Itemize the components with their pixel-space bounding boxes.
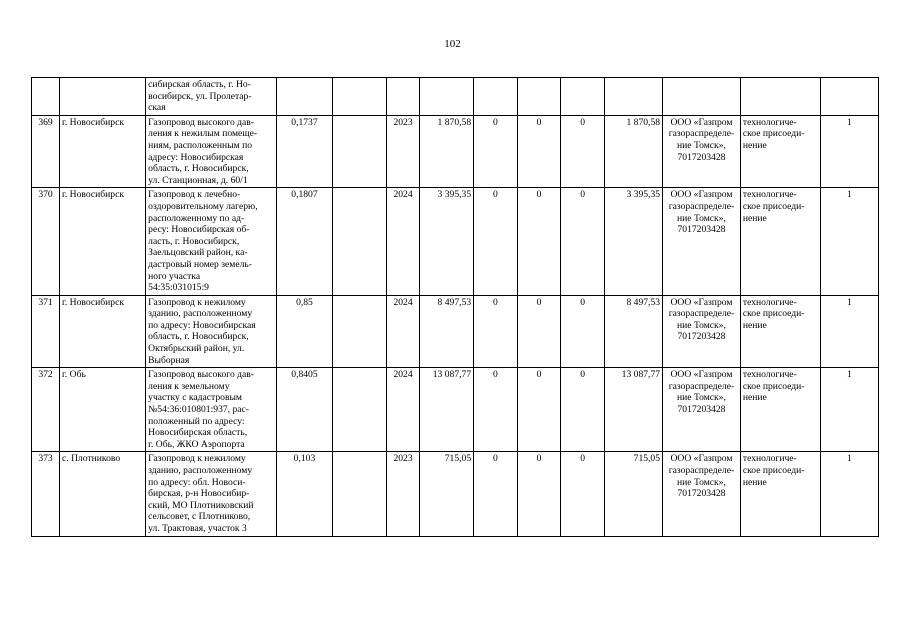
cell-organization [663, 368, 741, 452]
org-line: газораспределе- [668, 128, 735, 140]
cell-locality: г. Новосибирск [60, 295, 146, 368]
cell-year: 2024 [386, 368, 419, 452]
cell-empty [332, 78, 386, 116]
cell-empty [332, 295, 386, 368]
cell-num [32, 78, 60, 116]
name-line: участку с кадастровым [148, 392, 242, 404]
org-line: ние Томск», [677, 319, 726, 331]
purpose-line: технологиче- [742, 116, 797, 128]
cell-amount [604, 78, 662, 116]
org-line: 7017203428 [677, 404, 726, 416]
cell-purpose [740, 78, 820, 116]
cell-year: 2024 [386, 295, 419, 368]
cell-total [420, 78, 474, 116]
org-line: ООО «Газпром [670, 453, 733, 465]
cell-year [386, 78, 419, 116]
name-line: оздоровительному лагерю, [148, 200, 258, 212]
org-line: газораспределе- [668, 200, 735, 212]
cell-length: 0,85 [276, 295, 332, 368]
page-number: 102 [444, 38, 461, 50]
cell-object-name [146, 188, 277, 295]
org-line: ООО «Газпром [670, 369, 733, 381]
cell-num: 372 [32, 368, 60, 452]
purpose-line: ское присоеди- [742, 380, 805, 392]
cell-purpose [740, 368, 820, 452]
cell-count: 1 [820, 295, 878, 368]
cell-zero: 0 [517, 368, 561, 452]
name-line: ниям, расположенным по [148, 139, 253, 151]
cell-object-name [146, 452, 277, 536]
purpose-line: ское присоеди- [742, 308, 805, 320]
name-line: ский, МО Плотниковский [148, 499, 254, 511]
purpose-line: ское присоеди- [742, 465, 805, 476]
cell-year: 2023 [386, 452, 419, 536]
org-line: 7017203428 [677, 151, 726, 163]
org-line: 7017203428 [677, 224, 726, 236]
purpose-line: нение [742, 139, 767, 151]
cell-locality: г. Обь [60, 368, 146, 452]
name-line: зданию, расположенному [148, 465, 253, 476]
cell-year: 2024 [386, 188, 419, 295]
cell-count: 1 [820, 452, 878, 536]
name-line: ул. Станционная, д. 60/1 [148, 174, 248, 186]
purpose-line: технологиче- [742, 453, 797, 465]
cell-zero: 0 [517, 295, 561, 368]
cell-organization [663, 188, 741, 295]
cell-num: 370 [32, 188, 60, 295]
org-line: ние Томск», [677, 212, 726, 224]
cell-amount: 1 870,58 [604, 115, 662, 188]
cell-object-name [146, 115, 277, 188]
table-row [32, 368, 879, 452]
purpose-line: нение [742, 476, 767, 488]
cell-empty [332, 115, 386, 188]
table-row [32, 295, 879, 368]
name-line: положенный по адресу: [148, 415, 245, 427]
name-line: восибирск, ул. Пролетар- [148, 90, 252, 102]
cell-empty [332, 188, 386, 295]
cell-zero: 0 [474, 452, 518, 536]
cell-length: 0,1807 [276, 188, 332, 295]
cell-length: 0,103 [276, 452, 332, 536]
name-line: ул. Трактовая, участок 3 [148, 522, 247, 534]
cell-amount: 715,05 [604, 452, 662, 536]
cell-total: 1 870,58 [420, 115, 474, 188]
name-line: №54:36:010801:937, рас- [148, 404, 249, 416]
purpose-line: технологиче- [742, 296, 797, 308]
name-line: г. Обь, ЖКО Аэропорта [148, 438, 245, 450]
cell-organization [663, 452, 741, 536]
table-row [32, 452, 879, 536]
table-body [32, 78, 879, 537]
name-line: сибирская область, г. Но- [148, 79, 251, 90]
cell-zero: 0 [561, 452, 605, 536]
name-line: ного участка [148, 270, 201, 282]
cell-object-name [146, 295, 277, 368]
cell-purpose [740, 188, 820, 295]
cell-zero: 0 [474, 115, 518, 188]
cell-organization [663, 295, 741, 368]
org-line: ние Томск», [677, 139, 726, 151]
name-line: ская [148, 102, 166, 114]
name-line: по адресу: обл. Новоси- [148, 476, 246, 488]
cell-zero: 0 [474, 295, 518, 368]
name-line: ласть, г. Новосибирск, [148, 235, 240, 247]
purpose-line: ское присоеди- [742, 200, 805, 212]
cell-zero [517, 78, 561, 116]
org-line: газораспределе- [668, 465, 735, 476]
cell-num: 369 [32, 115, 60, 188]
org-line: газораспределе- [668, 308, 735, 320]
cell-zero: 0 [474, 368, 518, 452]
table-row [32, 115, 879, 188]
cell-zero: 0 [517, 452, 561, 536]
name-line: дастровый номер земель- [148, 258, 252, 270]
cell-count: 1 [820, 368, 878, 452]
name-line: Газопровод к лечебно- [148, 189, 241, 201]
program-table [31, 77, 879, 537]
name-line: зданию, расположенному [148, 308, 253, 320]
name-line: Газопровод высокого дав- [148, 116, 255, 128]
name-line: ресу: Новосибирская об- [148, 224, 250, 236]
name-line: Заельцовский район, ка- [148, 247, 248, 259]
name-line: сельсовет, с Плотниково, [148, 511, 251, 523]
cell-length: 0,8405 [276, 368, 332, 452]
cell-empty [332, 368, 386, 452]
cell-total: 3 395,35 [420, 188, 474, 295]
name-line: Новосибирская область, [148, 427, 248, 439]
cell-zero: 0 [561, 115, 605, 188]
cell-amount: 8 497,53 [604, 295, 662, 368]
cell-num: 373 [32, 452, 60, 536]
org-line: газораспределе- [668, 380, 735, 392]
cell-total: 8 497,53 [420, 295, 474, 368]
purpose-line: нение [742, 392, 767, 404]
cell-zero: 0 [561, 295, 605, 368]
name-line: Газопровод к нежилому [148, 453, 246, 465]
cell-purpose [740, 452, 820, 536]
cell-organization [663, 78, 741, 116]
cell-purpose [740, 115, 820, 188]
org-line: ООО «Газпром [670, 116, 733, 128]
cell-zero: 0 [517, 115, 561, 188]
org-line: ООО «Газпром [670, 189, 733, 201]
name-line: Газопровод к нежилому [148, 296, 246, 308]
cell-amount: 13 087,77 [604, 368, 662, 452]
name-line: ления к земельному [148, 380, 230, 392]
cell-empty [332, 452, 386, 536]
cell-amount: 3 395,35 [604, 188, 662, 295]
cell-locality: г. Новосибирск [60, 115, 146, 188]
name-line: область, г. Новосибирск, [148, 331, 249, 343]
continuation-row [32, 78, 879, 116]
name-line: 54:35:031015:9 [148, 282, 209, 294]
org-line: ние Томск», [677, 476, 726, 488]
org-line: 7017203428 [677, 331, 726, 343]
cell-year: 2023 [386, 115, 419, 188]
cell-locality: г. Новосибирск [60, 188, 146, 295]
cell-object-name [146, 78, 277, 116]
cell-count: 1 [820, 188, 878, 295]
cell-total: 715,05 [420, 452, 474, 536]
name-line: адресу: Новосибирская [148, 151, 244, 163]
cell-zero [474, 78, 518, 116]
purpose-line: технологиче- [742, 369, 797, 381]
cell-object-name [146, 368, 277, 452]
cell-organization [663, 115, 741, 188]
name-line: бирская, р-н Новосибир- [148, 488, 250, 500]
name-line: ления к нежилым помеще- [148, 128, 258, 140]
name-line: Газопровод высокого дав- [148, 369, 255, 381]
cell-purpose [740, 295, 820, 368]
table-row [32, 188, 879, 295]
cell-locality [60, 78, 146, 116]
cell-locality: с. Плотниково [60, 452, 146, 536]
cell-num: 371 [32, 295, 60, 368]
name-line: по адресу: Новосибирская [148, 319, 256, 331]
name-line: Выборная [148, 354, 190, 366]
purpose-line: технологиче- [742, 189, 797, 201]
cell-count [820, 78, 878, 116]
org-line: 7017203428 [677, 488, 726, 500]
cell-length [276, 78, 332, 116]
name-line: Октябрьский район, ул. [148, 343, 245, 355]
cell-count: 1 [820, 115, 878, 188]
name-line: область, г. Новосибирск, [148, 163, 249, 175]
cell-total: 13 087,77 [420, 368, 474, 452]
cell-zero: 0 [517, 188, 561, 295]
purpose-line: нение [742, 319, 767, 331]
purpose-line: нение [742, 212, 767, 224]
purpose-line: ское присоеди- [742, 128, 805, 140]
cell-zero: 0 [474, 188, 518, 295]
cell-zero [561, 78, 605, 116]
cell-length: 0,1737 [276, 115, 332, 188]
cell-zero: 0 [561, 188, 605, 295]
org-line: ние Томск», [677, 392, 726, 404]
org-line: ООО «Газпром [670, 296, 733, 308]
cell-zero: 0 [561, 368, 605, 452]
name-line: расположенному по ад- [148, 212, 245, 224]
